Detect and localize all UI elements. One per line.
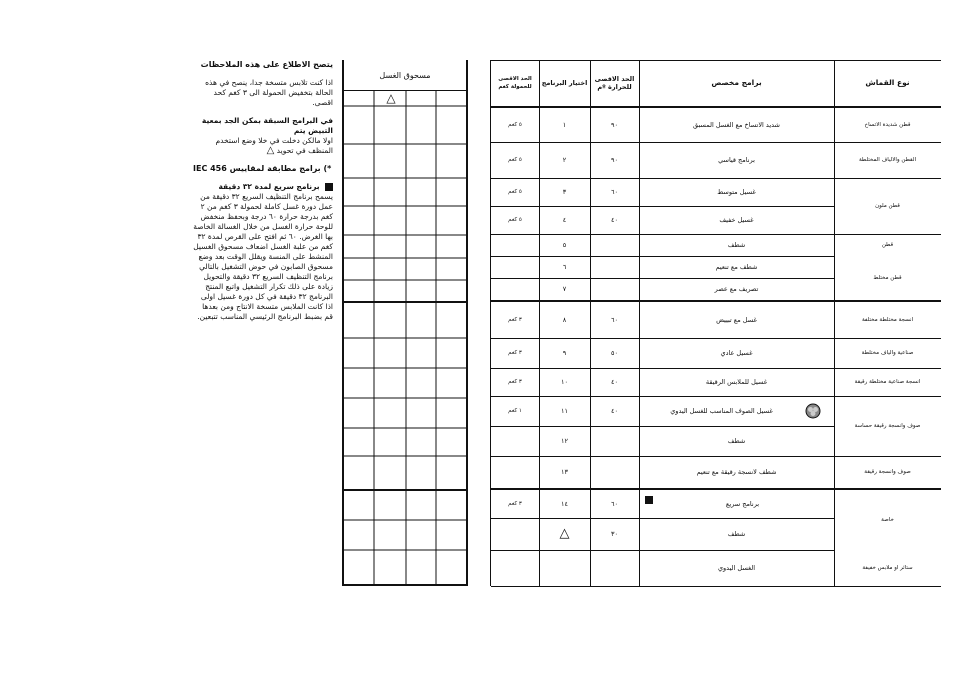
row-select: ١٣: [561, 468, 568, 476]
row-program: شديد الاتساخ مع الغسل المسبق: [693, 121, 780, 129]
triangle-icon: △: [266, 145, 275, 156]
row-select: ١: [562, 121, 567, 129]
notes-iec: IEC 456 برامج مطابقة لمقاييس (*: [193, 164, 332, 173]
row-program: غسيل الصوف المناسب للغسل اليدوي: [670, 407, 773, 415]
detergent-grid: [342, 60, 468, 586]
row-temp: ٦٠: [611, 316, 618, 324]
row-fabric: انسجة مختلطة مختلفة: [861, 317, 914, 323]
row-fabric: صوف وانسجة رقيقة حساسة: [854, 423, 921, 429]
row-program: غسيل خفيف: [719, 216, 754, 224]
row-program: برنامج سريع: [725, 500, 760, 508]
row-temp: ٤٠: [611, 407, 618, 415]
header-program-select: اختيار البرنامج: [541, 79, 588, 87]
row-load: ٣ كغم: [508, 350, 522, 356]
row-fabric: خاصة: [881, 517, 894, 523]
row-program: غسل مع تبييض: [716, 316, 757, 324]
header-max-load: الحد الاقصى للحمولة كغم: [498, 76, 532, 90]
row-temp: ٥٠: [611, 349, 618, 357]
row-load: ٣ كغم: [508, 501, 522, 507]
row-load: ٥ كغم: [508, 157, 522, 163]
row-select: ١٤: [561, 500, 568, 508]
row-select: ٥: [562, 241, 567, 249]
row-fabric: صناعية والياف مختلطة: [861, 350, 914, 356]
row-fabric: ستائر او ملابس خفيفة: [862, 565, 913, 571]
row-program: غسيل عادي: [720, 349, 753, 357]
row-load: ٥ كغم: [508, 217, 522, 223]
notes-p2: اولا مالكن دخلت في خلا وضع استخدم المنظف في تحويد: [215, 136, 333, 155]
square-marker-icon: [325, 183, 333, 191]
row-select: ٨: [562, 316, 567, 324]
row-program: غسيل متوسط: [717, 188, 756, 196]
row-fabric: قطن ملون: [875, 203, 900, 209]
program-table: [490, 60, 940, 586]
notes-column: [193, 60, 333, 330]
row-program: شطف لانسجة رقيقة مع تنعيم: [696, 468, 777, 476]
row-program: برنامج قياسي: [718, 156, 755, 164]
header-max-temp: الحد الاقصى للحرارة ºم: [594, 75, 635, 91]
row-load: ٥ كغم: [508, 189, 522, 195]
row-temp: ٦٠: [611, 188, 618, 196]
header-fabric-type: نوع القماش: [865, 78, 910, 87]
row-fabric: قطن: [881, 242, 894, 248]
row-load: ٣ كغم: [508, 317, 522, 323]
row-program: شطف: [727, 437, 746, 445]
row-select: ٢: [562, 156, 567, 164]
notes-heading: يتصح الاطلاع على هذه الملاحظات: [200, 60, 333, 69]
row-load: ١ كغم: [508, 408, 522, 414]
notes-p1: اذا كنت تلابس متسخة جدا، ينصح في هذه الحالة بتخفيض الحمولة الى ٣ كغم كحد اقصى.: [205, 78, 333, 107]
triangle-icon: △: [559, 526, 570, 541]
detergent-grid-lines: [344, 90, 466, 584]
fast-body: يسمح برنامج التنظيف السريع ٣٢ دقيقة من عمل دورة غسل كاملة لحمولة ٣ كغم من ٢ كغم بدرجة حرارة ٦٠ درجة وبحفظ منخفض للوحة حرارة الغسل من خلال الغسالة الخاصة بها الغرض. ٦٠ ثم افتح على القرص لمدة ٣٢ كغم من علبة الغسل اضعاف مسحوق الغسيل المنشط على المنسة ويقلل الوقت بعد وضع مسحوق الصابون في حوض التشغيل بالتالي برنامج التنظيف السريع ٣٢ دقيقة والتحويل زيادة على ذلك تكرار التشغيل واتبع المنتج البرنامج ٣٢ دقيقة في كل دورة غسيل اولى اذا كانت الملابس متسخة الانتاج ومن بعدها قم بضبط البرنامج الرئيسي المناسب تتبعين.: [193, 192, 333, 321]
row-temp: ٩٠: [611, 121, 618, 129]
row-fabric: القطن والالياف المختلطة: [858, 157, 917, 163]
row-select: ٦: [562, 263, 567, 271]
header-programs: برامج مخصص: [711, 78, 762, 87]
detergent-triangle-icon: △: [386, 91, 396, 105]
row-program: غسيل للملابس الرقيقة: [705, 378, 768, 386]
row-temp: ٩٠: [611, 156, 618, 164]
fast-title: برنامج سريع لمدة ٣٢ دقيقة: [218, 182, 320, 191]
row-temp: ٦٠: [611, 500, 618, 508]
row-fabric: انسجة صناعية مختلطة رقيقة: [854, 379, 921, 385]
row-temp: ٣٠: [611, 530, 618, 538]
row-load: ٥ كغم: [508, 122, 522, 128]
square-marker-icon: [645, 496, 653, 504]
row-fabric: قطن شديدة الاتساخ: [864, 122, 911, 128]
row-fabric: قطن مختلط: [873, 275, 902, 281]
row-program: شطف: [727, 241, 746, 249]
row-program: شطف مع تنعيم: [715, 263, 758, 271]
row-program: الغسل اليدوي: [717, 564, 756, 572]
row-select: ١٠: [561, 378, 568, 386]
row-load: ٣ كغم: [508, 379, 522, 385]
row-select: ٧: [562, 285, 567, 293]
notes-p2-title: في البرامج السبقة بمكن الجد بمعية التبيض يتم: [201, 116, 333, 135]
row-select: ٣: [562, 188, 567, 196]
detergent-header: مسحوق الغسل: [344, 60, 466, 91]
wool-icon: [805, 403, 821, 419]
row-select: ٤: [562, 216, 567, 224]
row-select: ١١: [561, 407, 568, 415]
row-select: ١٢: [561, 437, 568, 445]
row-select: ٩: [562, 349, 567, 357]
row-program: تصريف مع عصر: [714, 285, 759, 293]
row-program: شطف: [727, 530, 746, 538]
row-temp: ٤٠: [611, 378, 618, 386]
row-fabric: صوف وانسجة رقيقة: [864, 469, 911, 475]
row-temp: ٤٠: [611, 216, 618, 224]
